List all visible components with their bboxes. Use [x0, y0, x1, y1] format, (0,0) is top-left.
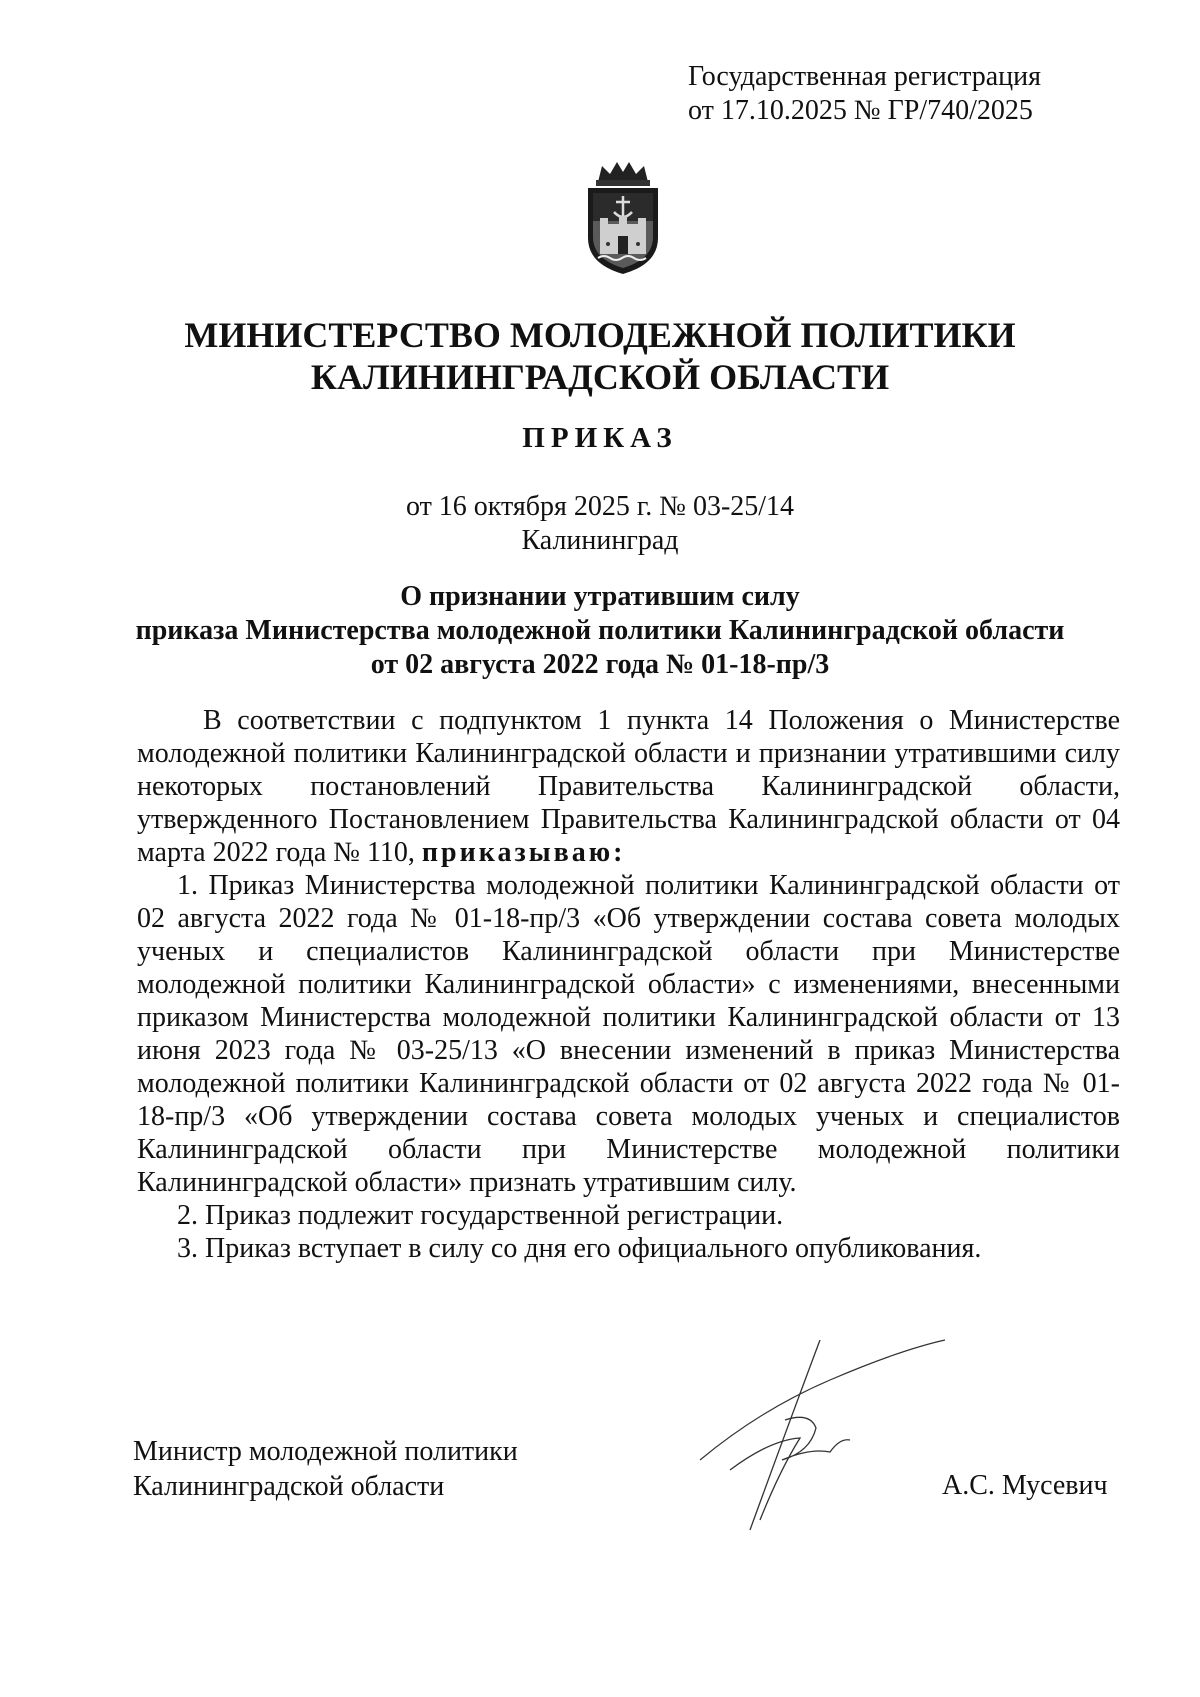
order-word: приказываю: — [421, 837, 626, 868]
document-body — [137, 704, 1120, 1265]
handwritten-signature-icon — [690, 1320, 950, 1540]
coat-of-arms-icon — [580, 160, 666, 276]
document-subject — [0, 580, 1200, 682]
date-and-place — [0, 490, 1200, 558]
preamble-paragraph — [137, 704, 1120, 869]
item-3: 3. Приказ вступает в силу со дня его официального опубликования. — [177, 1233, 982, 1264]
subject-line-1: О признании утратившим силу — [400, 581, 800, 612]
preamble-text: В соответствии с подпунктом 1 пункта 14 Положения о Министерстве молодежной политики Калининградской области и признании утратившими силу некоторых постановлений Правительства Калининградской области, утвержденного Постановлением Правительства Калининградской области от 04 марта 2022 года № 110, — [137, 705, 1120, 868]
subject-line-3: от 02 августа 2022 года № 01-18-пр/3 — [370, 649, 830, 680]
document-date-number: от 16 октября 2025 г. № 03-25/14 — [405, 491, 795, 522]
registration-line-1: Государственная регистрация — [688, 61, 1041, 92]
registration-stamp — [688, 60, 1041, 128]
position-line-2: Калининградской области — [133, 1471, 445, 1502]
document-city: Калининград — [521, 525, 679, 556]
ministry-title-line-2: КАЛИНИНГРАДСКОЙ ОБЛАСТИ — [310, 357, 890, 397]
signatory-position — [133, 1434, 518, 1504]
subject-line-2: приказа Министерства молодежной политики Калининградской области — [135, 615, 1065, 646]
item-1: 1. Приказ Министерства молодежной политики Калининградской области от 02 августа 2022 года № 01-18-пр/3 «Об утверждении состава совета молодых ученых и специалистов Калининградской области при Министерстве молодежной политики Калининградской области» с изменениями, внесенными приказом Министерства молодежной политики Калининградской области от 13 июня 2023 года № 03-25/13 «О внесении изменений в приказ Министерства молодежной политики Калининградской области от 02 августа 2022 года № 01-18-пр/3 «Об утверждении состава совета молодых ученых и специалистов Калининградской области при Министерстве молодежной политики Калининградской области» признать утратившим силу. — [137, 870, 1120, 1198]
ministry-title-line-1: МИНИСТЕРСТВО МОЛОДЕЖНОЙ ПОЛИТИКИ — [184, 315, 1016, 355]
document-type: ПРИКАЗ — [522, 422, 678, 454]
signer-name: А.С. Мусевич — [942, 1470, 1108, 1501]
ministry-title — [0, 314, 1200, 398]
registration-line-2: от 17.10.2025 № ГР/740/2025 — [688, 95, 1033, 126]
position-line-1: Министр молодежной политики — [133, 1436, 518, 1467]
item-2: 2. Приказ подлежит государственной регистрации. — [177, 1200, 784, 1231]
